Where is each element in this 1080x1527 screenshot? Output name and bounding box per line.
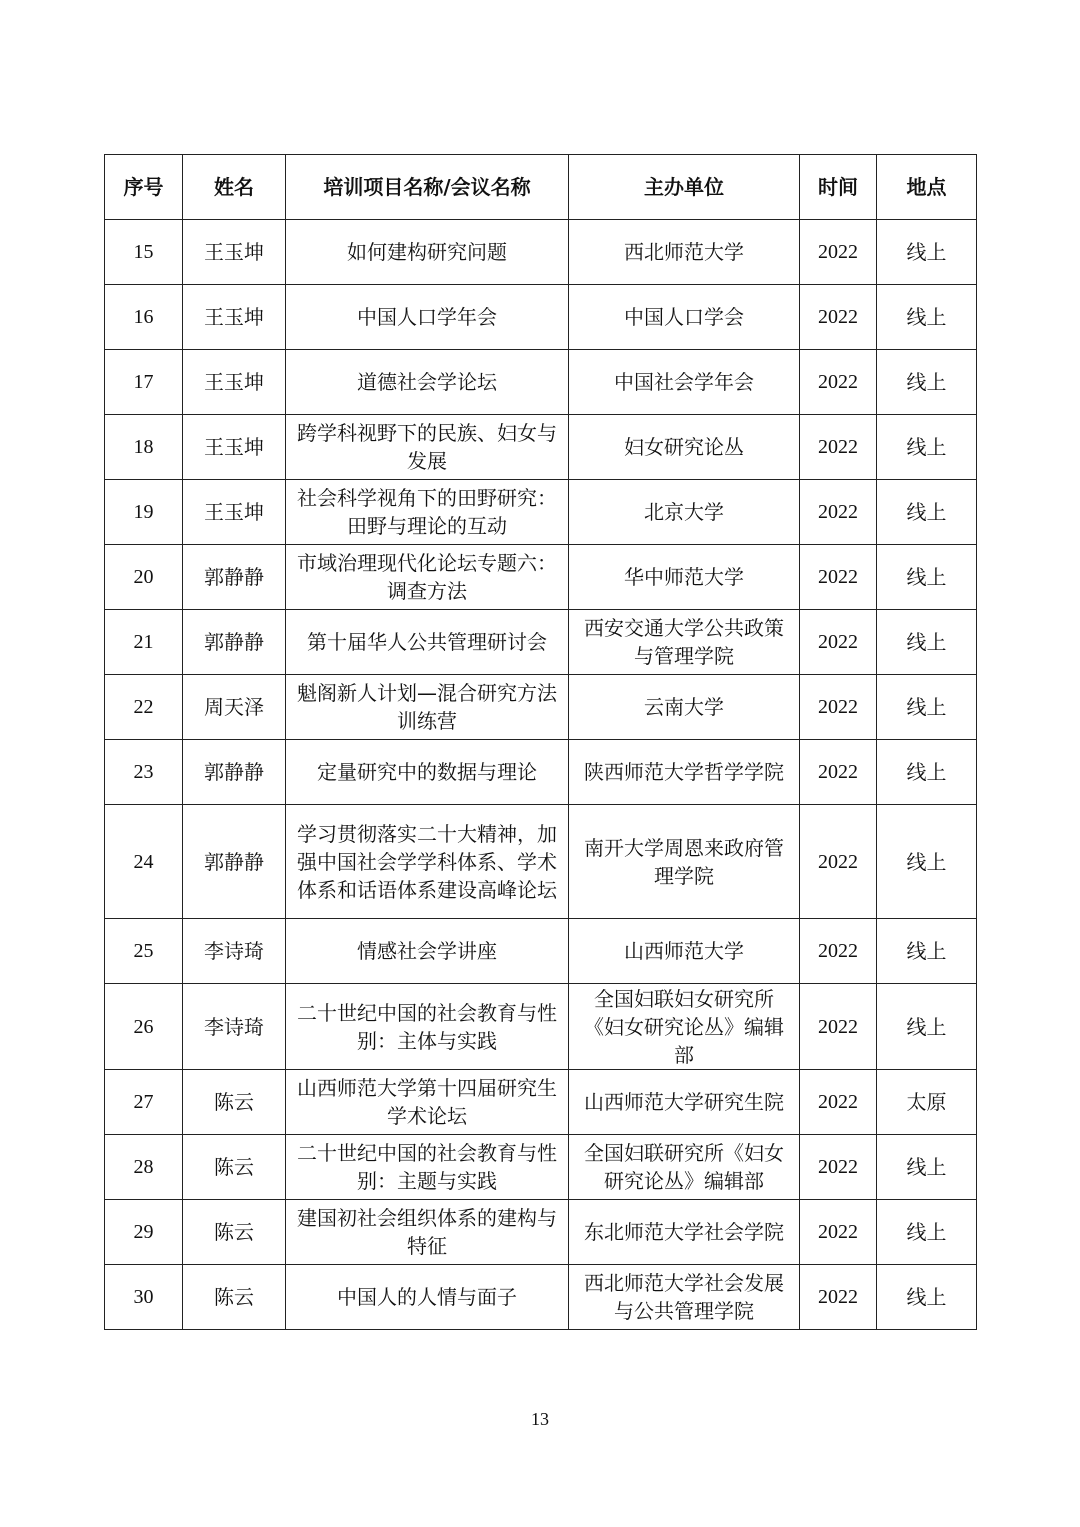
cell-name: 郭静静 (183, 740, 286, 805)
training-table (104, 154, 977, 1330)
cell-time: 2022 (800, 350, 877, 415)
cell-time: 2022 (800, 919, 877, 984)
cell-seq: 30 (105, 1265, 183, 1330)
table-row (105, 220, 977, 285)
cell-title: 第十届华人公共管理研讨会 (286, 610, 569, 675)
table-row (105, 1070, 977, 1135)
cell-name: 王玉坤 (183, 350, 286, 415)
cell-name: 王玉坤 (183, 480, 286, 545)
header-place: 地点 (877, 155, 977, 220)
cell-place: 线上 (877, 480, 977, 545)
header-time: 时间 (800, 155, 877, 220)
cell-time: 2022 (800, 1265, 877, 1330)
cell-seq: 19 (105, 480, 183, 545)
cell-time: 2022 (800, 610, 877, 675)
table-row (105, 740, 977, 805)
cell-time: 2022 (800, 1200, 877, 1265)
table-row (105, 1135, 977, 1200)
cell-title: 二十世纪中国的社会教育与性别：主题与实践 (286, 1135, 569, 1200)
cell-name: 周天泽 (183, 675, 286, 740)
cell-place: 线上 (877, 220, 977, 285)
cell-title: 市域治理现代化论坛专题六：调查方法 (286, 545, 569, 610)
cell-time: 2022 (800, 805, 877, 919)
cell-title: 定量研究中的数据与理论 (286, 740, 569, 805)
cell-seq: 15 (105, 220, 183, 285)
cell-seq: 22 (105, 675, 183, 740)
cell-place: 线上 (877, 285, 977, 350)
cell-place: 线上 (877, 740, 977, 805)
cell-place: 线上 (877, 675, 977, 740)
cell-seq: 27 (105, 1070, 183, 1135)
cell-name: 陈云 (183, 1265, 286, 1330)
header-name: 姓名 (183, 155, 286, 220)
table-row (105, 675, 977, 740)
cell-org: 南开大学周恩来政府管理学院 (569, 805, 800, 919)
cell-title: 学习贯彻落实二十大精神，加强中国社会学学科体系、学术体系和话语体系建设高峰论坛 (286, 805, 569, 919)
cell-org: 华中师范大学 (569, 545, 800, 610)
page-number: 13 (531, 1409, 549, 1429)
cell-seq: 20 (105, 545, 183, 610)
cell-seq: 17 (105, 350, 183, 415)
cell-place: 线上 (877, 919, 977, 984)
cell-org: 妇女研究论丛 (569, 415, 800, 480)
cell-name: 陈云 (183, 1200, 286, 1265)
table-row (105, 415, 977, 480)
cell-time: 2022 (800, 1135, 877, 1200)
cell-place: 线上 (877, 610, 977, 675)
cell-title: 山西师范大学第十四届研究生学术论坛 (286, 1070, 569, 1135)
table-row (105, 1200, 977, 1265)
cell-seq: 26 (105, 984, 183, 1070)
cell-seq: 25 (105, 919, 183, 984)
cell-title: 道德社会学论坛 (286, 350, 569, 415)
cell-title: 建国初社会组织体系的建构与特征 (286, 1200, 569, 1265)
table-row (105, 285, 977, 350)
cell-title: 魁阁新人计划—混合研究方法训练营 (286, 675, 569, 740)
cell-time: 2022 (800, 285, 877, 350)
cell-place: 太原 (877, 1070, 977, 1135)
table-row (105, 480, 977, 545)
cell-title: 中国人的人情与面子 (286, 1265, 569, 1330)
cell-name: 王玉坤 (183, 415, 286, 480)
cell-seq: 29 (105, 1200, 183, 1265)
cell-name: 李诗琦 (183, 984, 286, 1070)
cell-time: 2022 (800, 415, 877, 480)
cell-place: 线上 (877, 350, 977, 415)
cell-place: 线上 (877, 545, 977, 610)
cell-place: 线上 (877, 984, 977, 1070)
cell-org: 西北师范大学社会发展与公共管理学院 (569, 1265, 800, 1330)
cell-org: 中国社会学年会 (569, 350, 800, 415)
cell-place: 线上 (877, 1200, 977, 1265)
cell-time: 2022 (800, 480, 877, 545)
cell-time: 2022 (800, 1070, 877, 1135)
cell-name: 李诗琦 (183, 919, 286, 984)
cell-seq: 23 (105, 740, 183, 805)
cell-seq: 28 (105, 1135, 183, 1200)
cell-title: 情感社会学讲座 (286, 919, 569, 984)
cell-org: 全国妇联研究所《妇女研究论丛》编辑部 (569, 1135, 800, 1200)
cell-name: 郭静静 (183, 610, 286, 675)
cell-org: 北京大学 (569, 480, 800, 545)
cell-seq: 21 (105, 610, 183, 675)
header-row (105, 155, 977, 220)
cell-time: 2022 (800, 984, 877, 1070)
cell-org: 全国妇联妇女研究所《妇女研究论丛》编辑部 (569, 984, 800, 1070)
cell-place: 线上 (877, 1265, 977, 1330)
cell-name: 陈云 (183, 1135, 286, 1200)
table-row (105, 1265, 977, 1330)
cell-time: 2022 (800, 740, 877, 805)
cell-org: 山西师范大学研究生院 (569, 1070, 800, 1135)
table-row (105, 984, 977, 1070)
cell-name: 陈云 (183, 1070, 286, 1135)
cell-name: 王玉坤 (183, 285, 286, 350)
cell-org: 山西师范大学 (569, 919, 800, 984)
cell-title: 二十世纪中国的社会教育与性别：主体与实践 (286, 984, 569, 1070)
cell-title: 如何建构研究问题 (286, 220, 569, 285)
table-row (105, 545, 977, 610)
cell-time: 2022 (800, 675, 877, 740)
cell-seq: 24 (105, 805, 183, 919)
cell-org: 云南大学 (569, 675, 800, 740)
table-row (105, 919, 977, 984)
header-title: 培训项目名称/会议名称 (286, 155, 569, 220)
cell-name: 郭静静 (183, 545, 286, 610)
cell-name: 王玉坤 (183, 220, 286, 285)
cell-title: 社会科学视角下的田野研究：田野与理论的互动 (286, 480, 569, 545)
cell-time: 2022 (800, 545, 877, 610)
cell-time: 2022 (800, 220, 877, 285)
table-row (105, 610, 977, 675)
cell-org: 陕西师范大学哲学学院 (569, 740, 800, 805)
table-row (105, 805, 977, 919)
cell-org: 中国人口学会 (569, 285, 800, 350)
cell-seq: 16 (105, 285, 183, 350)
cell-title: 中国人口学年会 (286, 285, 569, 350)
header-seq: 序号 (105, 155, 183, 220)
cell-org: 东北师范大学社会学院 (569, 1200, 800, 1265)
cell-place: 线上 (877, 805, 977, 919)
cell-name: 郭静静 (183, 805, 286, 919)
cell-org: 西北师范大学 (569, 220, 800, 285)
cell-seq: 18 (105, 415, 183, 480)
cell-place: 线上 (877, 1135, 977, 1200)
cell-title: 跨学科视野下的民族、妇女与发展 (286, 415, 569, 480)
header-org: 主办单位 (569, 155, 800, 220)
table-row (105, 350, 977, 415)
cell-org: 西安交通大学公共政策与管理学院 (569, 610, 800, 675)
cell-place: 线上 (877, 415, 977, 480)
